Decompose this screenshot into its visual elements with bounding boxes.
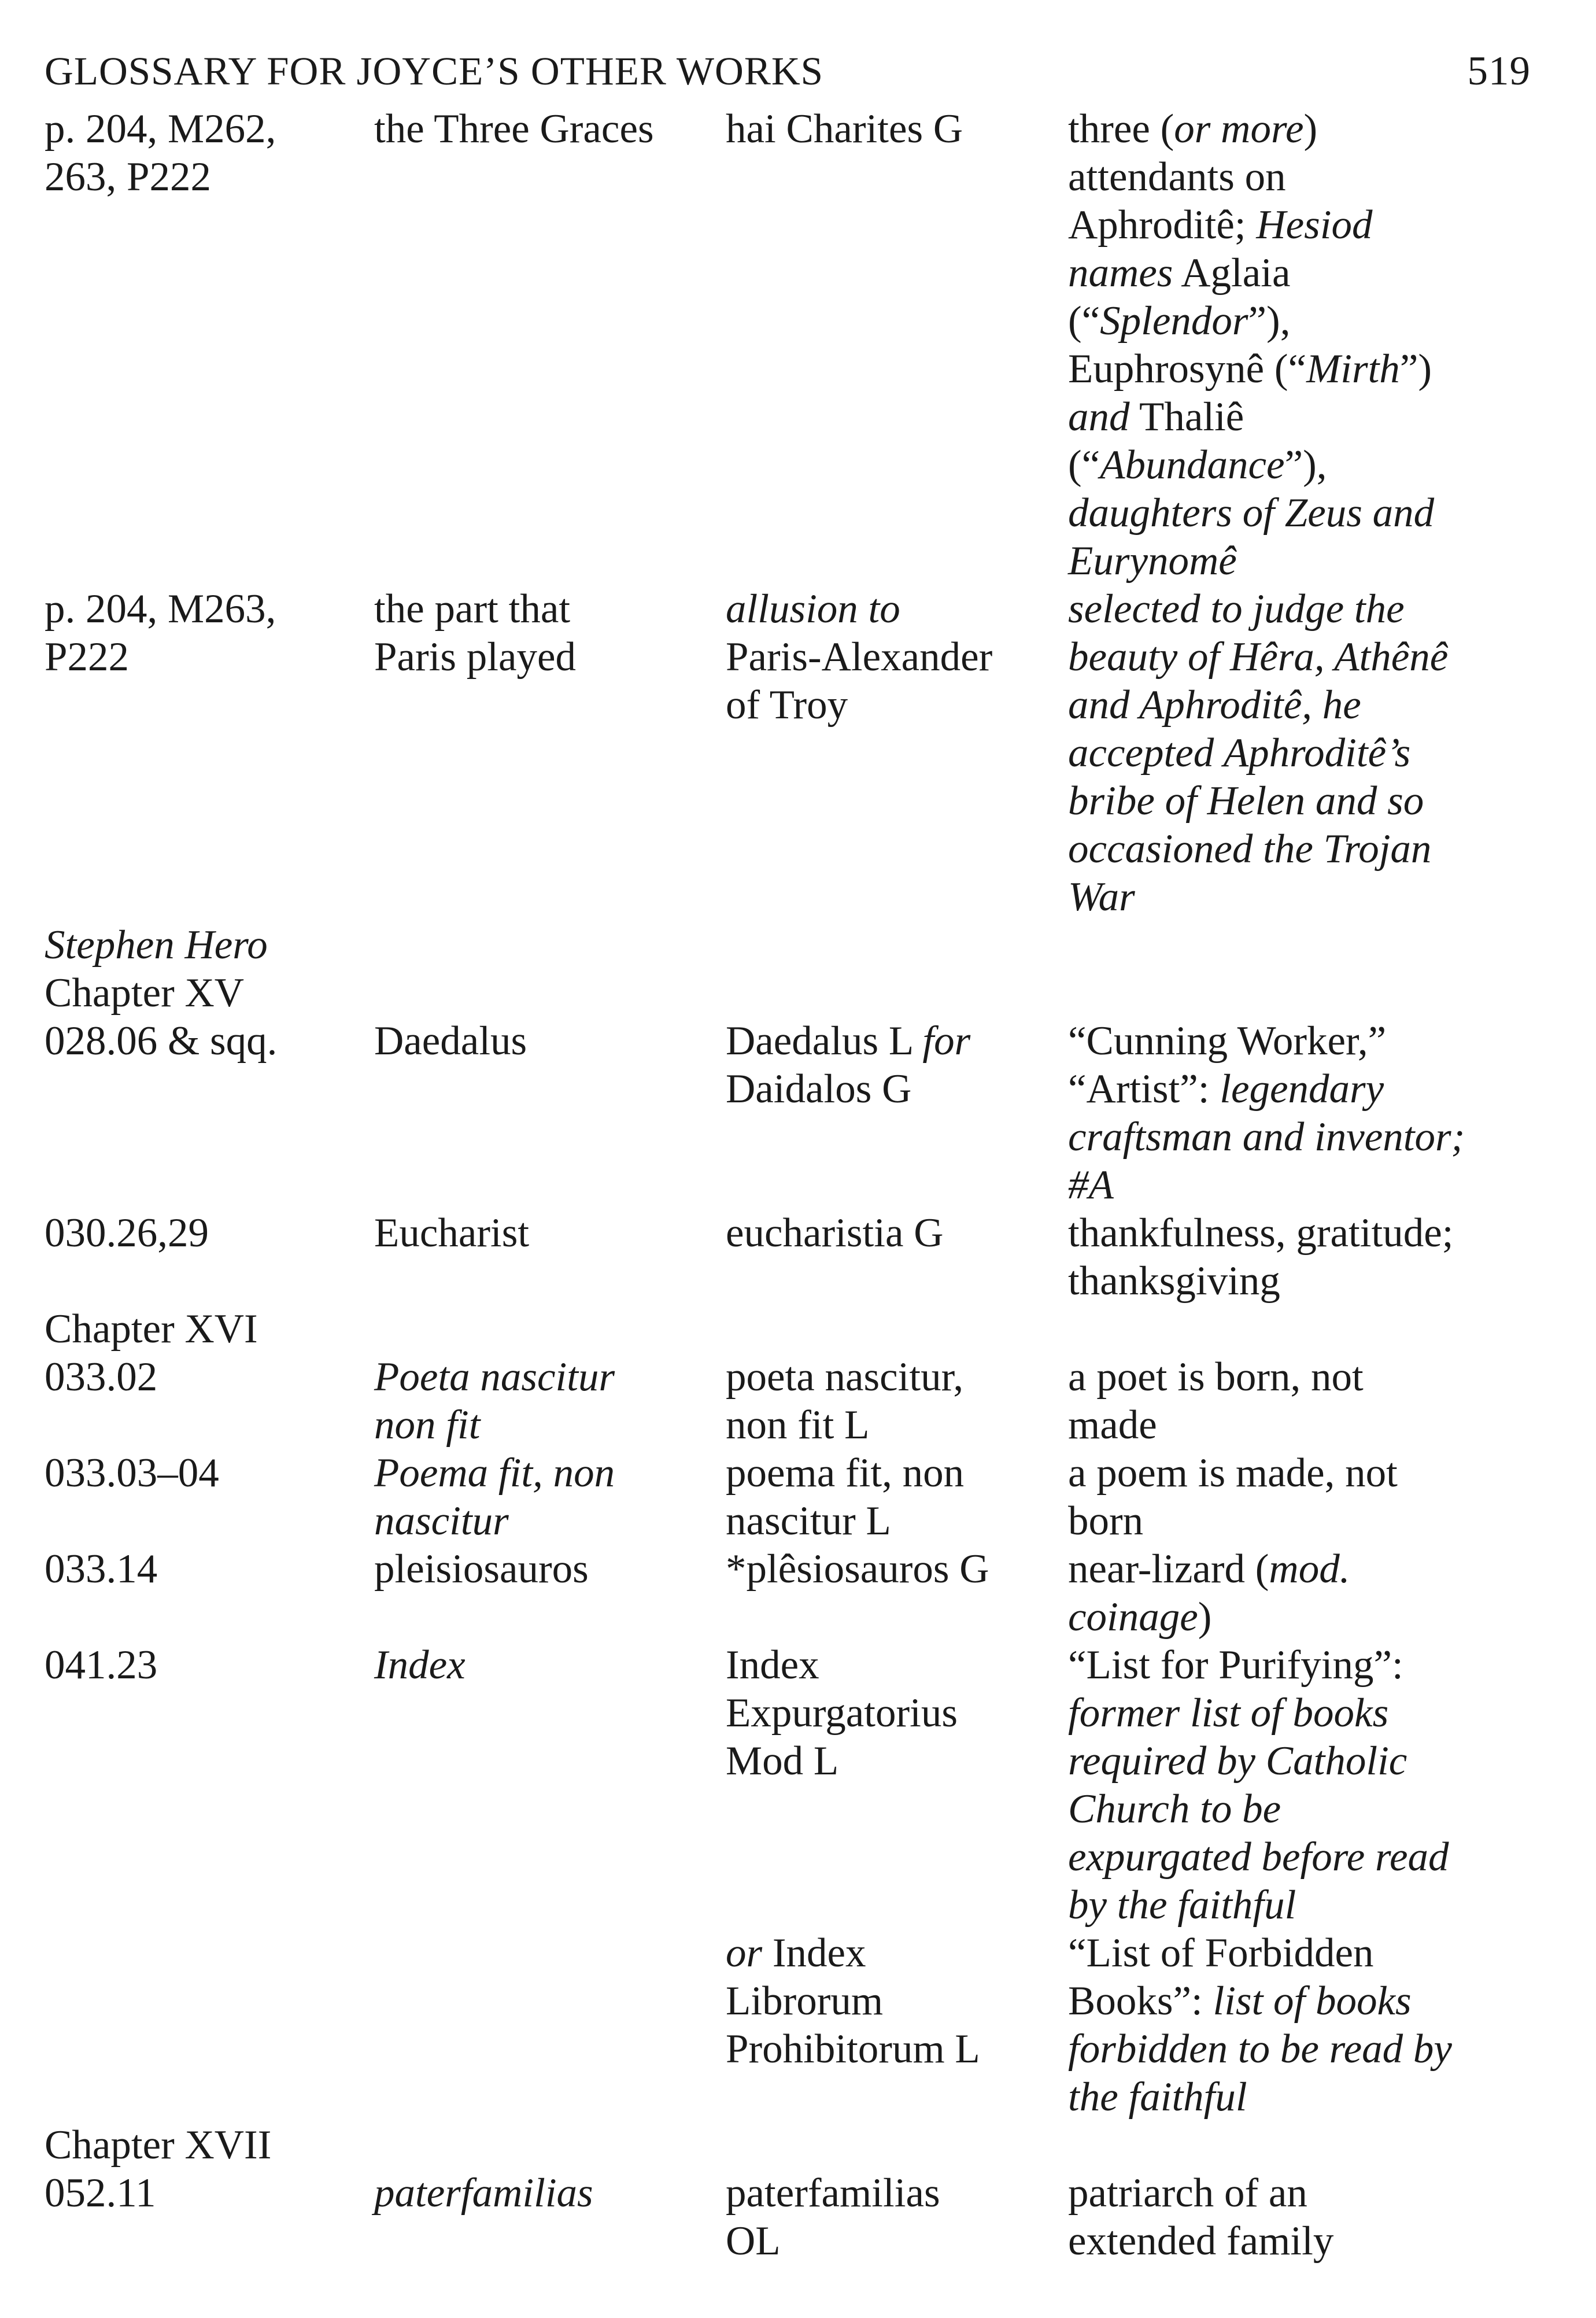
- entry-source: [726, 1545, 1068, 1641]
- entry-word: [374, 2169, 726, 2265]
- entry-line: 033.03–04: [45, 1450, 219, 1496]
- entry-source: [726, 1641, 1068, 1929]
- entry-reference: [45, 1017, 374, 1209]
- glossary-row: [45, 2169, 1531, 2265]
- entry-line: Paris-Alexander: [726, 634, 993, 680]
- section-heading: Stephen Hero: [45, 922, 268, 968]
- entry-word: [374, 1449, 726, 1545]
- glossary-row: [45, 1545, 1531, 1641]
- entry-line: “Artist”: legendary: [1068, 1066, 1384, 1112]
- entry-line: the Three Graces: [374, 106, 654, 152]
- entry-gloss: [1068, 1353, 1531, 1449]
- entry-line: pleisiosauros: [374, 1546, 589, 1592]
- entry-reference: [45, 1929, 374, 2121]
- entry-line: coinage): [1068, 1594, 1212, 1640]
- entry-word: [374, 1209, 726, 1305]
- entry-gloss: [1068, 1449, 1531, 1545]
- entry-line: Eurynomê: [1068, 538, 1237, 584]
- glossary-row: [45, 1209, 1531, 1305]
- entry-source: [726, 1929, 1068, 2121]
- entry-gloss: [1068, 1545, 1531, 1641]
- glossary-row: [45, 1641, 1531, 1929]
- entry-line: the part that: [374, 586, 571, 632]
- entry-line: Expurgatorius: [726, 1690, 958, 1736]
- entry-line: former list of books: [1068, 1690, 1389, 1736]
- entry-line: (“Abundance”),: [1068, 442, 1327, 488]
- entry-line: 028.06 & sqq.: [45, 1018, 278, 1064]
- entry-source: [726, 1353, 1068, 1449]
- entry-line: 263, P222: [45, 154, 211, 200]
- entry-line: nascitur L: [726, 1498, 891, 1544]
- glossary-row: [45, 1449, 1531, 1545]
- entry-word: [374, 105, 726, 585]
- entry-line: bribe of Helen and so: [1068, 778, 1424, 824]
- entry-line: Poema fit, non: [374, 1450, 615, 1496]
- entry-line: expurgated before read: [1068, 1835, 1449, 1880]
- entry-line: Index: [374, 1642, 466, 1688]
- glossary-row: [45, 585, 1531, 921]
- glossary-row: [45, 105, 1531, 585]
- entry-source: [726, 1017, 1068, 1209]
- entry-line: non fit: [374, 1402, 481, 1448]
- entry-line: the faithful: [1068, 2075, 1247, 2120]
- entry-line: 041.23: [45, 1642, 158, 1688]
- entry-line: Euphrosynê (“Mirth”): [1068, 346, 1432, 392]
- entry-line: extended family: [1068, 2219, 1334, 2264]
- entry-line: thankfulness, gratitude;: [1068, 1210, 1454, 1256]
- entry-word: [374, 585, 726, 921]
- entry-line: a poet is born, not: [1068, 1354, 1364, 1400]
- entry-line: patriarch of an: [1068, 2171, 1307, 2216]
- entry-source: [726, 2169, 1068, 2265]
- entry-line: Poeta nascitur: [374, 1354, 615, 1400]
- entry-line: beauty of Hêra, Athênê: [1068, 634, 1449, 680]
- entry-gloss: [1068, 2169, 1531, 2265]
- entry-line: 052.11: [45, 2171, 156, 2216]
- entry-line: Prohibitorum L: [726, 2027, 980, 2072]
- entry-gloss: [1068, 1641, 1531, 1929]
- entry-line: “List of Forbidden: [1068, 1931, 1374, 1976]
- entry-line: Daidalos G: [726, 1066, 912, 1112]
- section-heading: Chapter XV: [45, 970, 245, 1016]
- entry-line: by the faithful: [1068, 1883, 1296, 1928]
- entry-line: hai Charites G: [726, 106, 963, 152]
- entry-reference: [45, 1545, 374, 1641]
- entry-reference: [45, 105, 374, 585]
- entry-line: Daedalus L for: [726, 1018, 971, 1064]
- entry-line: Daedalus: [374, 1018, 527, 1064]
- entry-line: “Cunning Worker,”: [1068, 1018, 1387, 1064]
- entry-line: accepted Aphroditê’s: [1068, 730, 1411, 776]
- entry-word: [374, 1017, 726, 1209]
- entry-line: and Thaliê: [1068, 394, 1244, 440]
- glossary-row: [45, 1353, 1531, 1449]
- entry-word: [374, 1545, 726, 1641]
- entry-line: allusion to: [726, 586, 900, 632]
- entry-source: [726, 1209, 1068, 1305]
- entry-line: names Aglaia: [1068, 250, 1291, 296]
- entry-source: [726, 105, 1068, 585]
- entry-line: born: [1068, 1498, 1144, 1544]
- entry-line: made: [1068, 1402, 1157, 1448]
- glossary-entries: [45, 105, 1531, 2265]
- entry-reference: [45, 1353, 374, 1449]
- entry-line: thanksgiving: [1068, 1258, 1280, 1304]
- entry-line: *plêsiosauros G: [726, 1546, 989, 1592]
- entry-line: 030.26,29: [45, 1210, 209, 1256]
- entry-gloss: [1068, 1929, 1531, 2121]
- entry-line: Books”: list of books: [1068, 1979, 1412, 2024]
- entry-line: P222: [45, 634, 129, 680]
- entry-line: p. 204, M262,: [45, 106, 276, 152]
- entry-line: Eucharist: [374, 1210, 530, 1256]
- glossary-page: [45, 47, 1531, 2265]
- entry-line: paterfamilias: [374, 2171, 593, 2216]
- entry-line: three (or more): [1068, 106, 1318, 152]
- entry-reference: [45, 585, 374, 921]
- glossary-row: [45, 1929, 1531, 2121]
- entry-line: a poem is made, not: [1068, 1450, 1398, 1496]
- entry-word: [374, 1353, 726, 1449]
- entry-line: paterfamilias: [726, 2171, 940, 2216]
- entry-line: of Troy: [726, 682, 848, 728]
- entry-source: [726, 585, 1068, 921]
- entry-line: Church to be: [1068, 1787, 1281, 1832]
- entry-line: and Aphroditê, he: [1068, 682, 1361, 728]
- entry-line: War: [1068, 874, 1135, 920]
- section-heading: Chapter XVI: [45, 1306, 258, 1352]
- page-header: [45, 47, 1531, 105]
- entry-gloss: [1068, 1017, 1531, 1209]
- entry-line: nascitur: [374, 1498, 509, 1544]
- entry-line: attendants on: [1068, 154, 1286, 200]
- entry-line: craftsman and inventor;: [1068, 1114, 1465, 1160]
- entry-source: [726, 1449, 1068, 1545]
- glossary-row: [45, 1017, 1531, 1209]
- entry-reference: [45, 2169, 374, 2265]
- entry-line: non fit L: [726, 1402, 870, 1448]
- page-number: 519: [1467, 49, 1531, 94]
- entry-line: Mod L: [726, 1738, 839, 1784]
- entry-reference: [45, 1641, 374, 1929]
- entry-line: selected to judge the: [1068, 586, 1405, 632]
- entry-line: “List for Purifying”:: [1068, 1642, 1403, 1688]
- entry-line: poema fit, non: [726, 1450, 965, 1496]
- entry-line: p. 204, M263,: [45, 586, 276, 632]
- entry-line: 033.02: [45, 1354, 158, 1400]
- entry-reference: [45, 1449, 374, 1545]
- entry-line: near-lizard (mod.: [1068, 1546, 1350, 1592]
- entry-word: [374, 1641, 726, 1929]
- entry-line: Index: [726, 1642, 819, 1688]
- entry-gloss: [1068, 105, 1531, 585]
- entry-line: or Index: [726, 1931, 866, 1976]
- entry-line: daughters of Zeus and: [1068, 490, 1435, 536]
- entry-line: OL: [726, 2219, 781, 2264]
- entry-gloss: [1068, 1209, 1531, 1305]
- entry-gloss: [1068, 585, 1531, 921]
- entry-line: poeta nascitur,: [726, 1354, 964, 1400]
- entry-line: (“Splendor”),: [1068, 298, 1291, 344]
- entry-line: forbidden to be read by: [1068, 2027, 1452, 2072]
- entry-line: occasioned the Trojan: [1068, 826, 1432, 872]
- section-heading: Chapter XVII: [45, 2123, 272, 2168]
- entry-line: 033.14: [45, 1546, 158, 1592]
- entry-line: required by Catholic: [1068, 1738, 1407, 1784]
- running-title: GLOSSARY FOR JOYCE’S OTHER WORKS: [45, 49, 824, 93]
- entry-reference: [45, 1209, 374, 1305]
- entry-word: [374, 1929, 726, 2121]
- entry-line: eucharistia G: [726, 1210, 944, 1256]
- entry-line: Paris played: [374, 634, 577, 680]
- entry-line: Aphroditê; Hesiod: [1068, 202, 1373, 248]
- entry-line: #A: [1068, 1162, 1114, 1208]
- entry-line: Librorum: [726, 1979, 884, 2024]
